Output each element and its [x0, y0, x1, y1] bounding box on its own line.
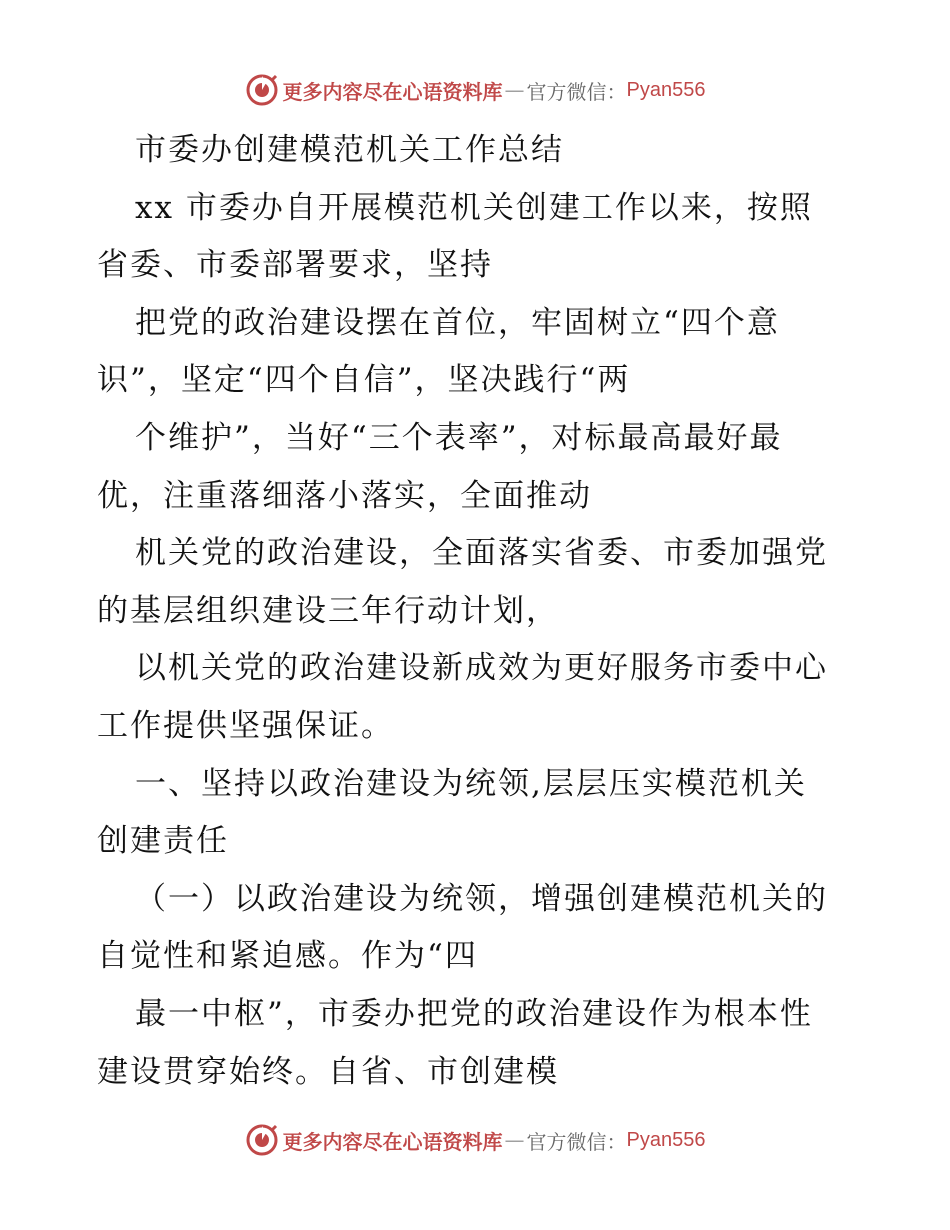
footer-wechat-id: Pyan556: [626, 1128, 706, 1151]
section-heading: 一、坚持以政治建设为统领,层层压实模范机关: [135, 765, 807, 802]
footer-official-label: 官方微信：: [526, 1129, 627, 1154]
footer-separator: —: [504, 1128, 525, 1152]
header-wechat-id: Pyan556: [626, 78, 706, 101]
text-line: 省委、市委部署要求，坚持: [97, 247, 493, 284]
text-line: 工作提供坚强保证。: [97, 707, 394, 744]
document-title: 市委办创建模范机关工作总结: [135, 132, 564, 168]
footer-brand-text: 更多内容尽在心语资料库: [282, 1129, 503, 1154]
header-banner: [0, 70, 950, 110]
text-line: 的基层组织建设三年行动计划，: [97, 592, 559, 629]
brand-logo-icon: [245, 1123, 279, 1157]
text-line: 以机关党的政治建设新成效为更好服务市委中心: [135, 650, 828, 687]
footer-banner: [0, 1120, 950, 1160]
text-line: 识”，坚定“四个自信”，坚决践行“两: [97, 362, 631, 399]
header-separator: —: [504, 78, 525, 102]
text-line: 建设贯穿始终。自省、市创建模: [97, 1053, 559, 1090]
document-body: [97, 122, 857, 1101]
brand-logo-icon: [245, 73, 279, 107]
text-line: 优，注重落细落小落实，全面推动: [97, 477, 592, 514]
text-line: xx 市委办自开展模范机关创建工作以来，按照: [135, 189, 813, 226]
text-line: （一）以政治建设为统领，增强创建模范机关的: [135, 880, 828, 917]
text-line: 个维护”，当好“三个表率”，对标最高最好最: [135, 419, 783, 456]
text-line: 机关党的政治建设，全面落实省委、市委加强党: [135, 535, 828, 572]
text-line: 最一中枢”，市委办把党的政治建设作为根本性: [135, 995, 813, 1032]
text-line: 自觉性和紧迫感。作为“四: [97, 938, 478, 975]
section-heading-continued: 创建责任: [97, 823, 229, 860]
header-brand-text: 更多内容尽在心语资料库: [282, 79, 503, 104]
text-line: 把党的政治建设摆在首位，牢固树立“四个意: [135, 304, 780, 341]
header-official-label: 官方微信：: [526, 79, 627, 104]
